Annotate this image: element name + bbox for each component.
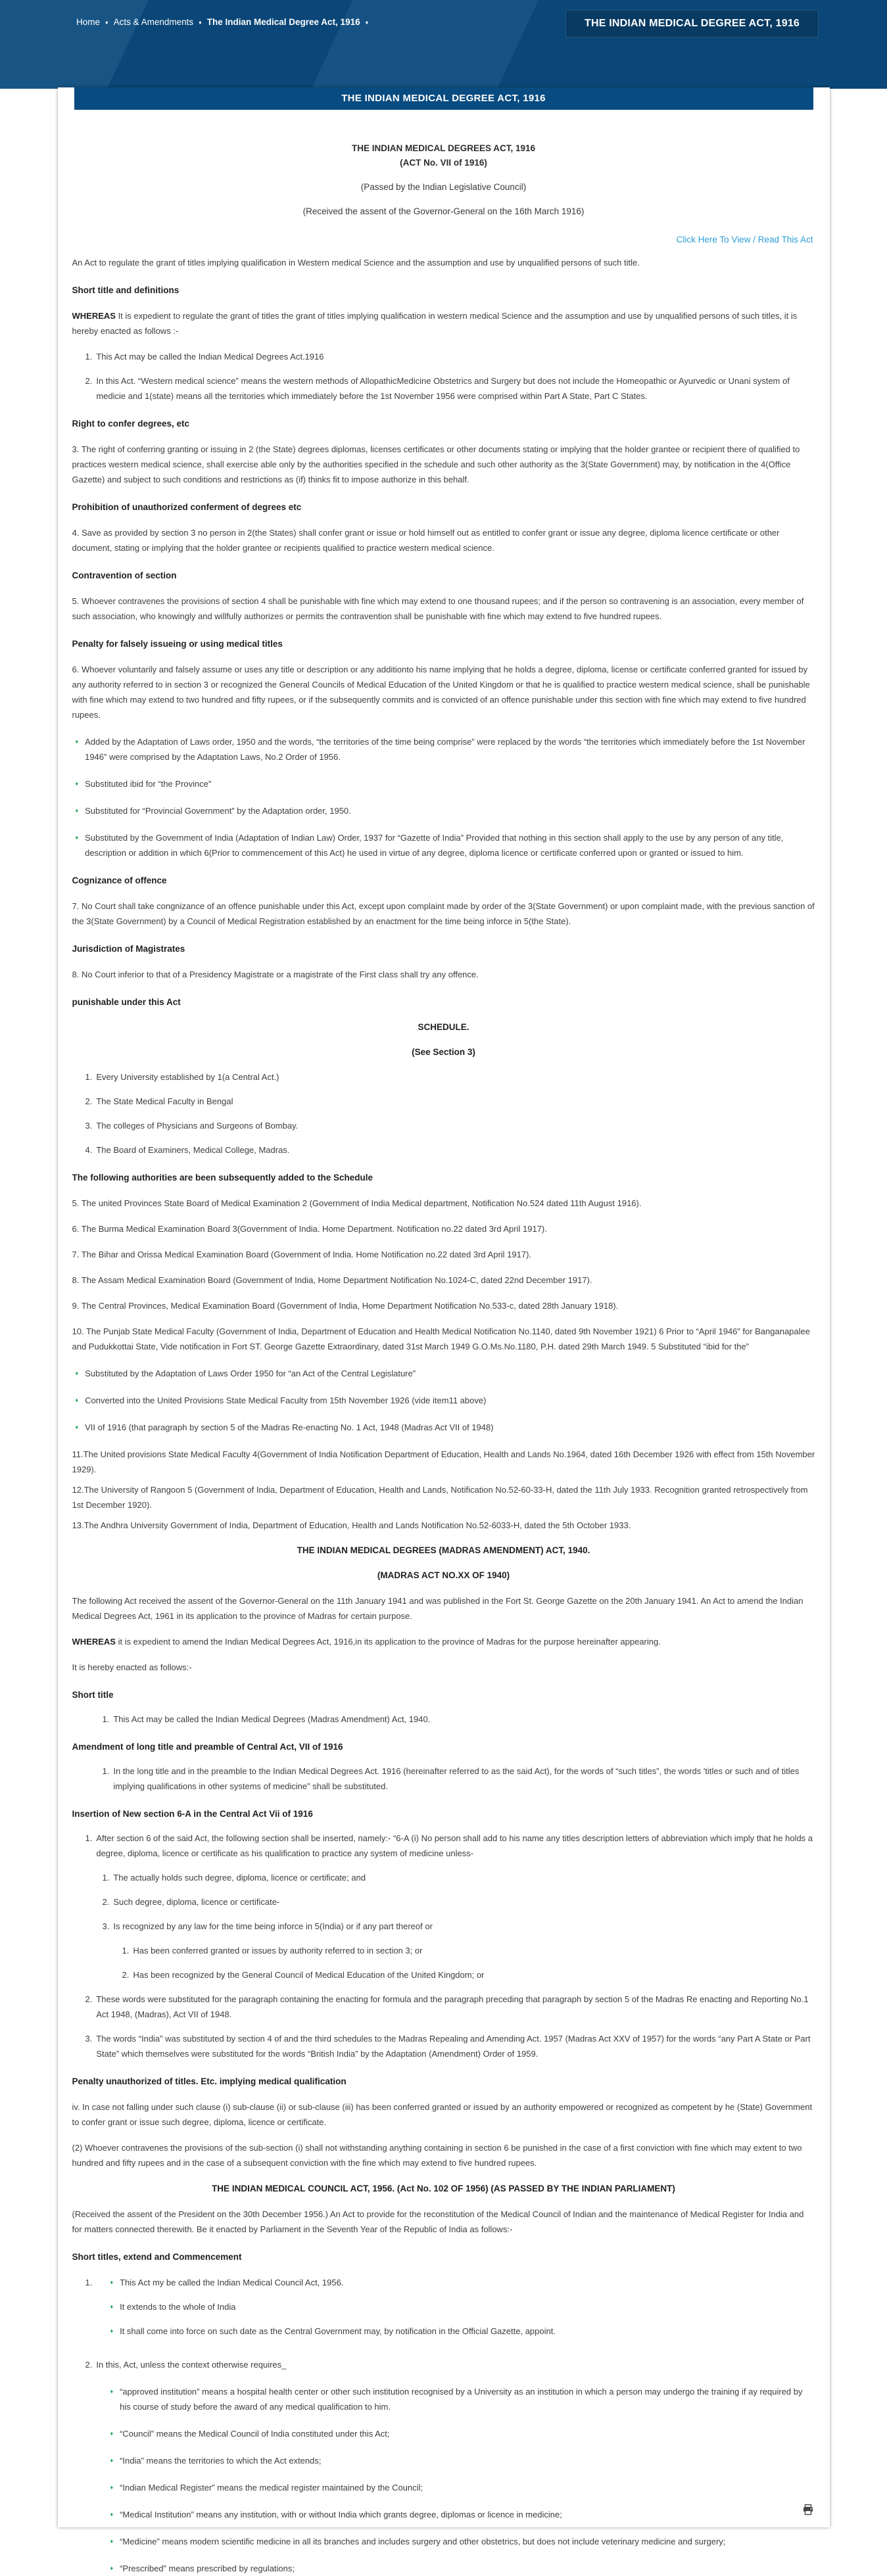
item-text: The State Medical Faculty in Bengal [96, 1096, 233, 1106]
diamond-bullet-icon: ♦ [75, 780, 79, 787]
bullet-item [110, 2275, 815, 2290]
paragraph: 12.The University of Rangoon 5 (Government of India, Department of Education, Health and Lands, Notification No.52-60-33-H, dated the 11th July 1933. Recognition granted retrospectively from 1st December 1920). [72, 1485, 808, 1510]
item-number: 1. [85, 352, 93, 362]
numbered-item [85, 2357, 815, 2372]
bullet-item [110, 2324, 815, 2339]
section-heading: Cognizance of offence [72, 876, 167, 885]
diamond-bullet-icon: ♦ [110, 2457, 114, 2464]
item-number: 2. [85, 2360, 93, 2370]
diamond-bullet-icon: ♦ [110, 2538, 114, 2544]
act-banner [74, 87, 813, 110]
paragraph: 7. No Court shall take congnizance of an offence punishable under this Act, except upon complaint made by order of the 3(State Government) or upon complaint made, with the previous sanction of the 3(State Government) by a Council of Medical Registration established by an enactment for the time being inforce in 5(the State). [72, 901, 815, 926]
centered-heading: (MADRAS ACT NO.XX OF 1940) [377, 1570, 510, 1580]
diamond-bullet-icon: ♦ [110, 2328, 114, 2334]
breadcrumb-acts-amendments[interactable]: Acts & Amendments [113, 17, 194, 27]
bullet-text: “Medical Institution” means any institution, with or without India which grants degree, diplomas or licence in medicine; [120, 2510, 562, 2519]
bullet-item [76, 1420, 815, 1435]
diamond-bullet-icon: ♦ [110, 2388, 114, 2395]
printer-icon-svg [802, 2504, 814, 2516]
paragraph: 7. The Bihar and Orissa Medical Examination Board (Government of India. Home Notification no.22 dated 3rd April 1917). [72, 1250, 532, 1259]
item-text: Is recognized by any law for the time being inforce in 5(India) or if any part thereof or [113, 1921, 433, 1931]
item-number: 1. [85, 2278, 93, 2287]
breadcrumb-current: The Indian Medical Degree Act, 1916 [206, 17, 360, 27]
paragraph: WHEREAS it is expedient to amend the Indian Medical Degrees Act, 1916,in its application to the province of Madras for the purpose hereinafter appearing. [72, 1637, 661, 1647]
numbered-item [85, 1142, 815, 1158]
section-heading: Penalty unauthorized of titles. Etc. implying medical qualification [72, 2076, 347, 2086]
bullet-item [76, 776, 815, 791]
section-heading: Amendment of long title and preamble of Central Act, VII of 1916 [72, 1742, 343, 1752]
numbered-item [85, 2031, 815, 2061]
bullet-item [76, 734, 815, 764]
breadcrumb-home[interactable]: Home [76, 17, 101, 27]
paragraph: 8. The Assam Medical Examination Board (Government of India, Home Department Notification No.1024-C, dated 22nd December 1917). [72, 1275, 592, 1285]
bullet-text: Substituted by the Adaptation of Laws Order 1950 for “an Act of the Central Legislature” [85, 1369, 416, 1378]
item-number: 1. [85, 1833, 93, 1843]
item-text: Every University established by 1(a Central Act.) [96, 1072, 279, 1082]
section-heading: Insertion of New section 6-A in the Central Act Vii of 1916 [72, 1809, 313, 1819]
item-text: Such degree, diploma, licence or certificate- [113, 1897, 280, 1907]
breadcrumb-separator-icon: ♦ [105, 19, 108, 26]
numbered-item [85, 1069, 815, 1085]
bullet-text: VII of 1916 (that paragraph by section 5 of the Madras Re-enacting No. 1 Act, 1948 (Madras Act VII of 1948) [85, 1422, 494, 1432]
item-number: 1. [102, 1714, 110, 1724]
centered-heading: THE INDIAN MEDICAL COUNCIL ACT, 1956. (Act No. 102 OF 1956) (AS PASSED BY THE INDIAN PARLIAMENT) [212, 2184, 675, 2193]
paragraph: WHEREAS It is expedient to regulate the grant of titles the grant of titles implying qualification in western medical Science and the assumption and use by unqualified persons of such titles, it is hereby enacted as follows :- [72, 311, 798, 336]
paragraph: 9. The Central Provinces, Medical Examination Board (Government of India, Home Department Notification No.533-c, dated 28th January 1918). [72, 1301, 619, 1311]
centered-heading: THE INDIAN MEDICAL DEGREES (MADRAS AMENDMENT) ACT, 1940. [297, 1545, 590, 1555]
item-number: 2. [85, 1994, 93, 2004]
view-act-link[interactable]: Click Here To View / Read This Act [676, 235, 813, 245]
diamond-bullet-icon: ♦ [75, 1397, 79, 1403]
diamond-bullet-icon: ♦ [110, 2511, 114, 2517]
diamond-bullet-icon: ♦ [110, 2430, 114, 2437]
numbered-bullet-group [85, 2275, 815, 2348]
paragraph: 5. Whoever contravenes the provisions of section 4 shall be punishable with fine which may extend to one thousand rupees; and if the person so contravening is an association, every member of such association, who knowingly and willfully authorizes or permits the contravention shall be punishable with fine which may extend to five hundred rupees. [72, 596, 804, 621]
document-blocks [72, 255, 815, 2576]
diamond-bullet-icon: ♦ [75, 738, 79, 745]
bullet-item [110, 2384, 815, 2414]
numbered-item [122, 1967, 815, 1982]
bullet-item [76, 830, 815, 860]
view-link-row [74, 235, 813, 245]
numbered-item [85, 373, 815, 404]
bullet-text: It extends to the whole of India [120, 2302, 236, 2312]
item-number: 2. [102, 1897, 110, 1907]
section-heading: Short titles, extend and Commencement [72, 2252, 242, 2262]
bold-lead: WHEREAS [72, 1637, 116, 1647]
bullet-item [76, 1366, 815, 1381]
paragraph: 13.The Andhra University Government of India, Department of Education, Health and Lands Notification No.52-6033-H, dated the 5th October 1933. [72, 1520, 631, 1530]
item-text: Has been recognized by the General Council of Medical Education of the United Kingdom; or [133, 1970, 485, 1980]
section-heading: Short title and definitions [72, 285, 180, 295]
section-heading: Jurisdiction of Magistrates [72, 944, 185, 954]
diamond-bullet-icon: ♦ [110, 2303, 114, 2310]
centered-heading: SCHEDULE. [418, 1022, 469, 1032]
paragraph: The following Act received the assent of the Governor-General on the 11th January 1941 and was published in the Fort St. George Gazette on the 20th January 1941. An Act to amend the Indian Medical Degrees Act, 1961 in its application to the province of Madras for certain purpose. [72, 1596, 803, 1621]
paragraph: 6. The Burma Medical Examination Board 3(Government of India. Home Department. Notification no.22 dated 3rd April 1917). [72, 1224, 547, 1234]
paragraph: (2) Whoever contravenes the provisions of the sub-section (i) shall not withstanding anything containing in section 6 be punished in the case of a first conviction with fine which may extent to two hundred and fifty rupees and in the case of a subsequent conviction with the fine which may extend to five hundred rupees. [72, 2143, 802, 2168]
bullet-item [110, 2480, 815, 2495]
bullet-text: “Prescribed” means prescribed by regulations; [120, 2564, 295, 2573]
numbered-item [85, 349, 815, 364]
paragraph: (Received the assent of the President on the 30th December 1956.) An Act to provide for the reconstitution of the Medical Council of Indian and the maintenance of Medical Register for India and for matters connected therewith. Be it enacted by Parliament in the Seventh Year of the Republic of India as follows:- [72, 2209, 804, 2234]
item-text: In this, Act, unless the context otherwise requires_ [96, 2360, 287, 2370]
act-assent-line: (Received the assent of the Governor-General on the 16th March 1916) [302, 206, 585, 216]
bullet-item [110, 2426, 815, 2441]
item-number: 1. [102, 1873, 110, 1883]
page-title-box [565, 10, 819, 37]
numbered-item [103, 1712, 815, 1727]
item-number: 3. [85, 2034, 93, 2044]
bullet-item [76, 803, 815, 818]
section-heading: Prohibition of unauthorized conferment of degrees etc [72, 502, 302, 512]
diamond-bullet-icon: ♦ [75, 807, 79, 814]
bullet-text: “Indian Medical Register” means the medical register maintained by the Council; [120, 2483, 423, 2493]
bullet-text: Added by the Adaptation of Laws order, 1950 and the words, “the territories of the time being comprise” were replaced by the words “the territories which immediately before the 1st November 1946” were comprised by the Adaptation Laws, No.2 Order of 1956. [85, 737, 805, 762]
bullet-item [110, 2507, 815, 2522]
item-text: Has been conferred granted or issues by authority referred to in section 3; or [133, 1946, 423, 1955]
print-icon[interactable] [802, 2504, 814, 2516]
item-number: 2. [122, 1970, 130, 1980]
bullet-text: “Council” means the Medical Council of India constituted under this Act; [120, 2429, 390, 2439]
item-text: After section 6 of the said Act, the following section shall be inserted, namely:- “6-A (i) No person shall add to his name any titles description letters of abbreviation which imply that he holds a degree, diploma, licence or certificate as his qualification to practice any system of medicine unless- [96, 1833, 813, 1858]
item-number: 3. [102, 1921, 110, 1931]
diamond-bullet-icon: ♦ [75, 1424, 79, 1430]
section-heading: Right to confer degrees, etc [72, 419, 190, 429]
item-text: This Act may be called the Indian Medical Degrees Act.1916 [96, 352, 324, 362]
bullet-text: Converted into the United Provisions State Medical Faculty from 15th November 1926 (vide item11 above) [85, 1395, 487, 1405]
paragraph: 11.The United provisions State Medical Faculty 4(Government of India Notification Department of Education, Health and Lands No.1964, dated 16th December 1926 with effect from 15th November 1929). [72, 1449, 815, 1474]
act-number: (ACT No. VII of 1916) [400, 158, 487, 168]
item-text: This Act may be called the Indian Medical Degrees (Madras Amendment) Act, 1940. [113, 1714, 431, 1724]
act-banner-title: THE INDIAN MEDICAL DEGREE ACT, 1916 [341, 93, 546, 104]
header-band [0, 0, 887, 89]
item-number: 4. [85, 1145, 93, 1155]
paragraph: 4. Save as provided by section 3 no person in 2(the States) shall confer grant or issue or hold himself out as entitled to confer grant or issue any degree, diploma licence certificate or other document, stating or implying that the holder grantee or recipients qualified to practice western medical science. [72, 528, 780, 553]
item-text: The words “India” was substituted by section 4 of and the third schedules to the Madras Repealing and Amending Act. 1957 (Madras Act XXV of 1957) for the words “any Part A State or Part State” which themselves were substituted for the words “British India” by the Adaptation (Amendment) Order of 1959. [96, 2034, 811, 2059]
bullet-item [110, 2561, 815, 2576]
bullet-text: It shall come into force on such date as the Central Government may, by notification in the Official Gazette, appoint. [120, 2326, 556, 2336]
bullet-item [110, 2299, 815, 2314]
breadcrumb-separator-icon: ♦ [365, 19, 369, 26]
section-heading: Penalty for falsely issueing or using medical titles [72, 639, 283, 649]
paragraph: 8. No Court inferior to that of a Presidency Magistrate or a magistrate of the First class shall try any offence. [72, 970, 479, 979]
centered-heading: (See Section 3) [412, 1047, 475, 1057]
paragraph: iv. In case not falling under such clause (i) sub-clause (ii) or sub-clause (iii) has been conferred granted or issued by an authority empowered or recognized as competent by he (State) Government to confer grant or issue such degree, diploma, licence or certificate. [72, 2102, 813, 2127]
numbered-item [85, 1094, 815, 1109]
bullet-text: This Act my be called the Indian Medical Council Act, 1956. [120, 2278, 344, 2287]
bullet-item [110, 2453, 815, 2468]
numbered-item [103, 1764, 815, 1794]
numbered-item [85, 1992, 815, 2022]
item-number: 1. [85, 1072, 93, 1082]
item-number: 3. [85, 1121, 93, 1131]
paragraph: An Act to regulate the grant of titles implying qualification in Western medical Science and the assumption and use by unqualified persons of such title. [72, 258, 640, 268]
bullet-list [110, 2275, 815, 2348]
diamond-bullet-icon: ♦ [110, 2565, 114, 2571]
page-title: THE INDIAN MEDICAL DEGREE ACT, 1916 [584, 18, 800, 29]
numbered-item [103, 1870, 815, 1885]
numbered-item [85, 1831, 815, 1861]
item-text: The actually holds such degree, diploma, licence or certificate; and [113, 1873, 366, 1883]
paragraph: 10. The Punjab State Medical Faculty (Government of India, Department of Education and Health Medical Notification No.1140, dated 9th November 1921) 6 Prior to “April 1946” for Banganapalee and Pudukkottai State, Vide notification in Fort ST. George Gazette Extraordinary, dated 31st March 1949 G.O.Ms.No.1180, P.H. dated 29th March 1949. 5 Substituted “ibid for the” [72, 1326, 810, 1351]
numbered-item [122, 1943, 815, 1958]
diamond-bullet-icon: ♦ [110, 2279, 114, 2285]
bullet-item [110, 2534, 815, 2549]
bullet-text: “approved institution” means a hospital health center or other such institution recognised by a University as an institution in which a person may undergo the training if ay required by his course of study before the award of any medical qualification to him. [120, 2387, 803, 2412]
item-text: In this Act. “Western medical science” means the western methods of AllopathicMedicine Obstetrics and Surgery but does not include the Homeopathic or Ayurvedic or Unani system of medicie and 1(state) means all the territories which immediately before the 1st November 1956 were comprised within Part A State, Part C States. [96, 376, 790, 401]
bullet-text: Substituted for “Provincial Government” by the Adaptation order, 1950. [85, 806, 351, 816]
item-text: In the long title and in the preamble to the Indian Medical Degrees Act. 1916 (hereinafter referred to as the said Act), for the words of “such titles”, the words 'titles or such and of titles implying qualifications in other systems of medicine” shall be substituted. [113, 1766, 800, 1791]
item-number: 2. [85, 1096, 93, 1106]
diamond-bullet-icon: ♦ [75, 1370, 79, 1376]
bullet-item [76, 1393, 815, 1408]
item-number: 1. [102, 1766, 110, 1776]
bullet-text: “Medicine” means modern scientific medicine in all its branches and includes surgery and other obstetrics, but does not include veterinary medicine and surgery; [120, 2537, 726, 2546]
bullet-text: Substituted ibid for “the Province” [85, 779, 212, 789]
act-heading [58, 141, 830, 219]
item-number: 1. [122, 1946, 130, 1955]
paragraph: 3. The right of conferring granting or issuing in 2 (the State) degrees diplomas, licenses certificates or other documents stating or implying that the holder grantee or recipient there of qualified to practices western medical science, shall exercise able only by the authorities specified in the schedule and such other authority as the 3(State Government) may, by notification in the 4(Office Gazette) and subject to such conditions and restrictions as (if) thinks fit to impose authorize in this behalf. [72, 444, 800, 484]
paragraph: 6. Whoever voluntarily and falsely assume or uses any title or description or any additionto his name implying that he holds a degree, diploma, license or certificate conferred granted for issued by any authority referred to in section 3 or recognized the General Councils of Medical Education of the United Kingdom or that he is qualified to practice western medical science, shall be punishable with fine which may extend to two hundred and fifty rupees, or if the subsequently commits and is convicted of an offence punishable under this section with fine which may extend to five hundred rupees. [72, 665, 810, 720]
diamond-bullet-icon: ♦ [110, 2484, 114, 2491]
bold-lead: WHEREAS [72, 311, 116, 321]
section-heading: punishable under this Act [72, 997, 181, 1007]
breadcrumb-separator-icon: ♦ [199, 19, 202, 26]
content-card [58, 87, 830, 2573]
item-text: The Board of Examiners, Medical College, Madras. [96, 1145, 290, 1155]
bullet-text: “India” means the territories to which the Act extends; [120, 2456, 322, 2466]
item-text: The colleges of Physicians and Surgeons of Bombay. [96, 1121, 299, 1131]
section-heading: Short title [72, 1690, 114, 1700]
act-title: THE INDIAN MEDICAL DEGREES ACT, 1916 [351, 143, 536, 153]
numbered-item [103, 1894, 815, 1909]
act-passed-line: (Passed by the Indian Legislative Council) [360, 182, 527, 192]
paragraph: It is hereby enacted as follows:- [72, 1662, 192, 1672]
section-heading: The following authorities are been subsequently added to the Schedule [72, 1173, 373, 1183]
item-number: 2. [85, 376, 93, 386]
numbered-item [103, 1919, 815, 1934]
section-heading: Contravention of section [72, 571, 177, 580]
paragraph: 5. The united Provinces State Board of Medical Examination 2 (Government of India Medical department, Notification No.524 dated 11th August 1916). [72, 1198, 642, 1208]
breadcrumb [76, 16, 373, 29]
bullet-text: Substituted by the Government of India (Adaptation of Indian Law) Order, 1937 for “Gazette of India” Provided that nothing in this section shall apply to the use by any person of any title, description or addition in which 6(Prior to commencement of this Act) he used in virtue of any degree, diploma licence or certificate conferred upon or granted or issued to him. [85, 833, 784, 858]
item-text: These words were substituted for the paragraph containing the enacting for formula and the paragraph preceding that paragraph by section 5 of the Madras Re enacting and Reporting No.1 Act 1948, (Madras), Act VII of 1948. [96, 1994, 809, 2019]
diamond-bullet-icon: ♦ [75, 834, 79, 841]
numbered-item [85, 1118, 815, 1133]
